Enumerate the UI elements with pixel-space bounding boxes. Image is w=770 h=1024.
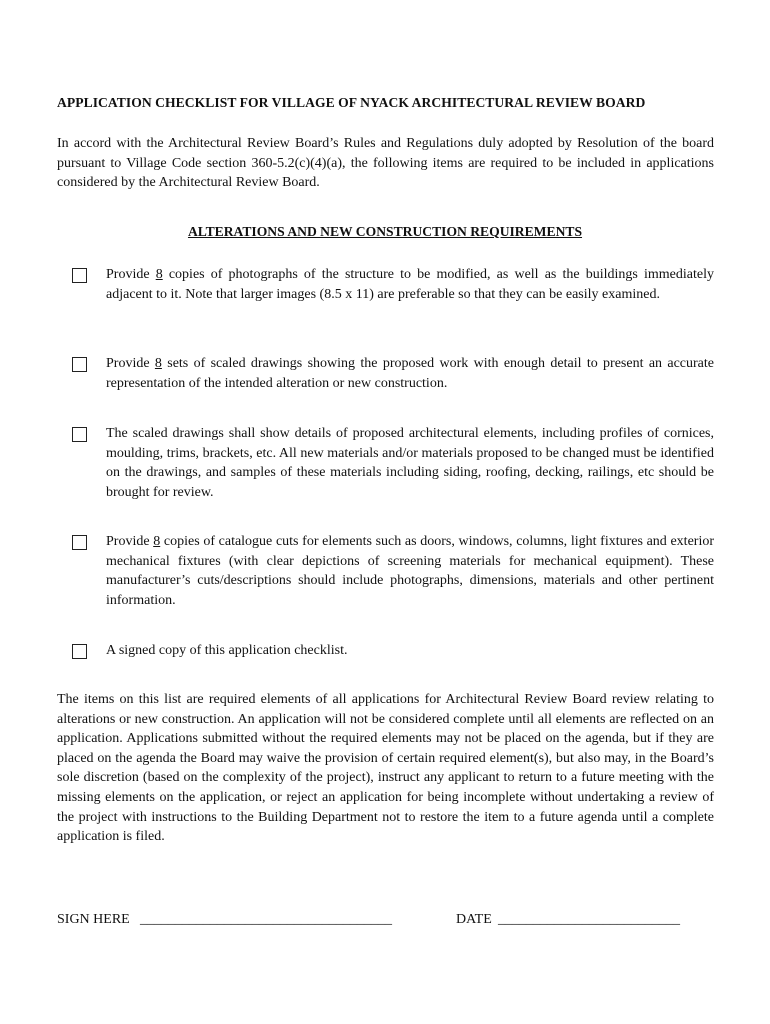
intro-paragraph: In accord with the Architectural Review Board’s Rules and Regulations duly adopted by Resolution of the board pursuant to Village Code section 360-5.2(c)(4)(a), the following items are required to be included in applications considered by the Architectural Review Board. — [57, 136, 714, 191]
item-count: 8 — [153, 534, 161, 549]
section-heading: ALTERATIONS AND NEW CONSTRUCTION REQUIREMENTS — [187, 224, 583, 239]
item-count: 8 — [154, 356, 162, 371]
checkbox-drawing-details[interactable] — [72, 427, 87, 442]
checklist-item-text: The scaled drawings shall show details of proposed architectural elements, including profiles of cornices, moulding, trims, brackets, etc. All new materials and/or materials proposed to be changed must be identified on the drawings, and samples of these materials including siding, roofing, decking, railings, etc should be brought for review. — [106, 426, 714, 500]
document-title: APPLICATION CHECKLIST FOR VILLAGE OF NYACK ARCHITECTURAL REVIEW BOARD — [57, 95, 646, 110]
signature-field[interactable]: ____________________________________ — [140, 912, 392, 927]
item-text-pre: Provide — [106, 267, 156, 282]
item-text-pre: Provide — [106, 534, 154, 549]
item-text-post: copies of photographs of the structure to be modified, as well as the buildings immediately adjacent to it. Note that larger images (8.5 x 11) are preferable so that they can be easily examined. — [106, 267, 714, 302]
checkbox-scaled-drawings[interactable] — [72, 357, 87, 372]
checklist-item-text — [106, 532, 714, 610]
checklist-item-text — [106, 354, 714, 393]
checkbox-photographs[interactable] — [72, 268, 87, 283]
checkbox-signed-copy[interactable] — [72, 644, 87, 659]
checklist-item-text: A signed copy of this application checklist. — [106, 643, 348, 658]
item-count: 8 — [155, 267, 163, 282]
date-label: DATE — [456, 912, 492, 927]
closing-paragraph: The items on this list are required elements of all applications for Architectural Review Board review relating to alterations or new construction. An application will not be considered complete until all elements are reflected on an application. Applications submitted without the required elements may not be placed on the agenda, but if they are placed on the agenda the Board may waive the provision of certain required element(s), but also may, in the Board’s sole discretion (based on the complexity of the project), instruct any applicant to return to a future meeting with the missing elements on the application, or reject an application for being incomplete without undertaking a review of the project with instructions to the Building Department not to restore the item to a future agenda until a complete application is filed. — [57, 692, 714, 845]
sign-here-label: SIGN HERE — [57, 912, 130, 927]
date-field[interactable]: __________________________ — [498, 912, 680, 927]
item-text-pre: Provide — [106, 356, 155, 371]
item-text-post: copies of catalogue cuts for elements such as doors, windows, columns, light fixtures and exterior mechanical fixtures (with clear depictions of screening materials for mechanical equipment). These manufacturer’s cuts/descriptions should include photographs, dimensions, materials and other pertinent information. — [106, 534, 714, 608]
checkbox-catalogue-cuts[interactable] — [72, 535, 87, 550]
item-text-post: sets of scaled drawings showing the proposed work with enough detail to present an accurate representation of the intended alteration or new construction. — [106, 356, 714, 391]
checklist-item-text — [106, 265, 714, 304]
